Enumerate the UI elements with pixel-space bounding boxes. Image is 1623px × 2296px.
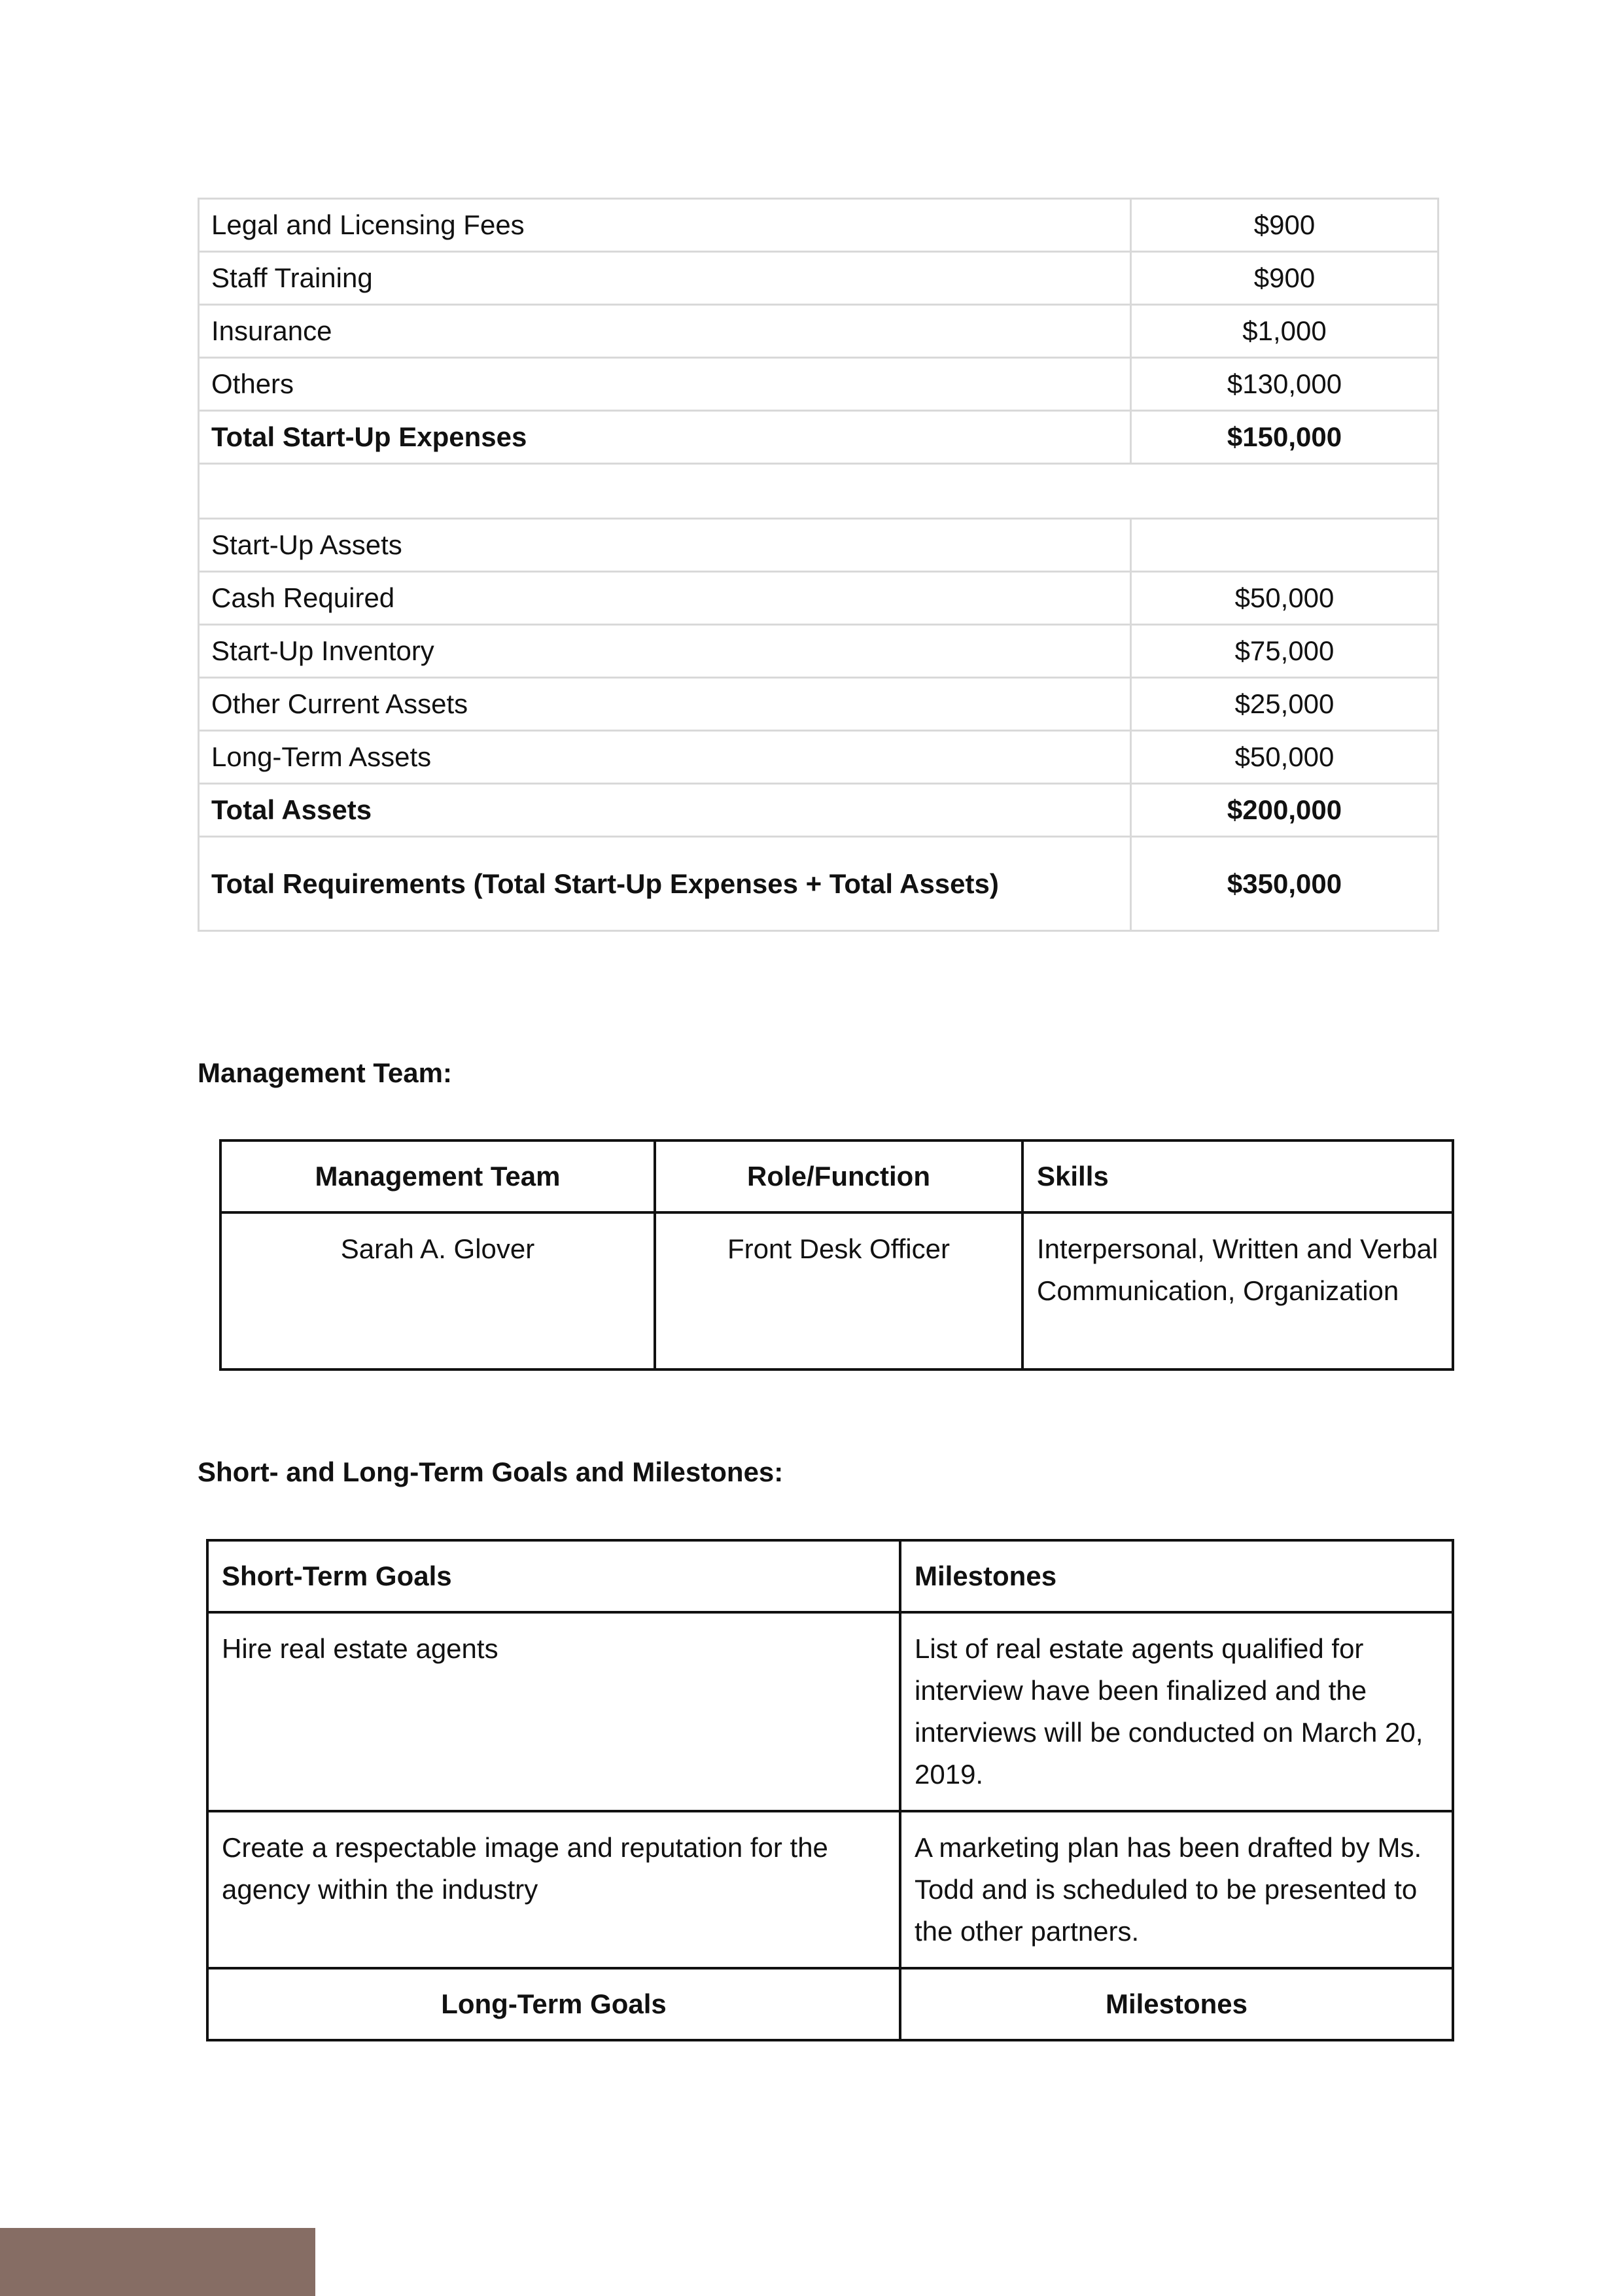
table-row: [199, 252, 1439, 305]
column-header: Role/Function: [655, 1140, 1022, 1212]
row-label: Total Requirements (Total Start-Up Expenses + Total Assets): [199, 837, 1131, 931]
table-row: [220, 1212, 1453, 1369]
row-label: Long-Term Assets: [199, 731, 1131, 784]
requirements-total-row: [199, 837, 1439, 931]
row-amount: $50,000: [1131, 572, 1439, 625]
row-label: Other Current Assets: [199, 678, 1131, 731]
row-label: Start-Up Inventory: [199, 625, 1131, 678]
column-header: Long-Term Goals: [207, 1968, 900, 2040]
row-amount: $25,000: [1131, 678, 1439, 731]
member-skills: Interpersonal, Written and Verbal Communication, Organization: [1022, 1212, 1453, 1369]
startup-financials-table: [198, 198, 1439, 932]
row-label: Insurance: [199, 305, 1131, 358]
row-amount: $50,000: [1131, 731, 1439, 784]
goals-table: [206, 1539, 1454, 2041]
table-row: [199, 305, 1439, 358]
expense-total-row: [199, 411, 1439, 464]
row-amount: $900: [1131, 199, 1439, 252]
row-label: Legal and Licensing Fees: [199, 199, 1131, 252]
long-term-header-row: [207, 1968, 1453, 2040]
row-label: Total Assets: [199, 784, 1131, 837]
spacer-cell: [199, 464, 1439, 519]
row-amount: $150,000: [1131, 411, 1439, 464]
milestone-cell: List of real estate agents qualified for interview have been finalized and the interviews will be conducted on March 20, 2019.: [900, 1612, 1453, 1811]
row-label: Cash Required: [199, 572, 1131, 625]
row-amount: $75,000: [1131, 625, 1439, 678]
goals-heading: Short- and Long-Term Goals and Milestones:: [198, 1457, 784, 1487]
row-amount: $1,000: [1131, 305, 1439, 358]
member-name: Sarah A. Glover: [220, 1212, 655, 1369]
management-heading: Management Team:: [198, 1057, 452, 1088]
row-amount: $130,000: [1131, 358, 1439, 411]
decorative-corner-bar: [0, 2228, 315, 2296]
short-term-header-row: [207, 1540, 1453, 1612]
table-row: [199, 625, 1439, 678]
table-header-row: [220, 1140, 1453, 1212]
goal-cell: Create a respectable image and reputation for the agency within the industry: [207, 1811, 900, 1968]
goal-cell: Hire real estate agents: [207, 1612, 900, 1811]
milestone-cell: A marketing plan has been drafted by Ms. Todd and is scheduled to be presented to the other partners.: [900, 1811, 1453, 1968]
column-header: Management Team: [220, 1140, 655, 1212]
row-amount: $350,000: [1131, 837, 1439, 931]
table-row: [199, 572, 1439, 625]
management-table: [219, 1139, 1454, 1371]
assets-header-row: [199, 519, 1439, 572]
table-row: [199, 731, 1439, 784]
row-amount: $200,000: [1131, 784, 1439, 837]
assets-total-row: [199, 784, 1439, 837]
row-label: Others: [199, 358, 1131, 411]
column-header: Skills: [1022, 1140, 1453, 1212]
row-label: Total Start-Up Expenses: [199, 411, 1131, 464]
row-label: Staff Training: [199, 252, 1131, 305]
row-label: Start-Up Assets: [199, 519, 1131, 572]
column-header: Milestones: [900, 1540, 1453, 1612]
member-role: Front Desk Officer: [655, 1212, 1022, 1369]
column-header: Milestones: [900, 1968, 1453, 2040]
column-header: Short-Term Goals: [207, 1540, 900, 1612]
row-amount: $900: [1131, 252, 1439, 305]
table-row: [199, 358, 1439, 411]
spacer-row: [199, 464, 1439, 519]
table-row: [207, 1811, 1453, 1968]
table-row: [207, 1612, 1453, 1811]
table-row: [199, 678, 1439, 731]
row-amount-empty: [1131, 519, 1439, 572]
table-row: [199, 199, 1439, 252]
